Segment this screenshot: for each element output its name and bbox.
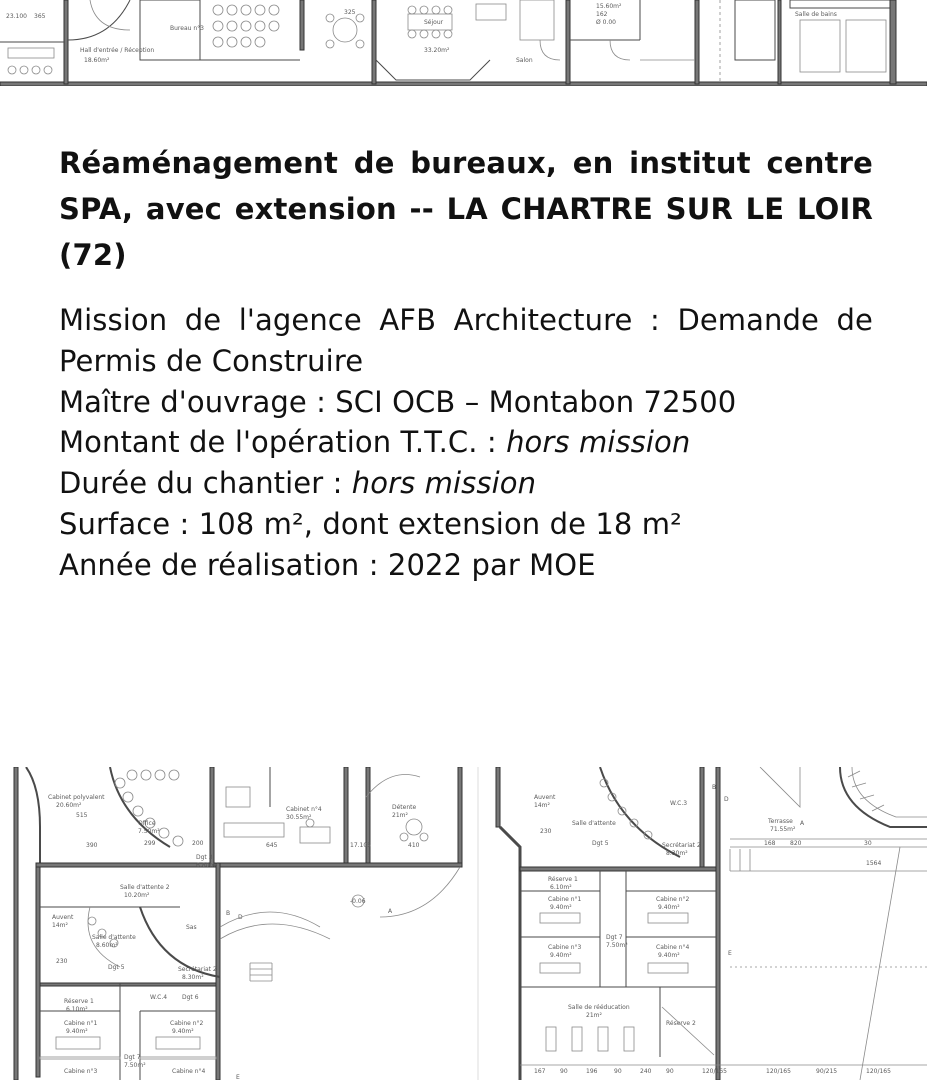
svg-text:D: D — [238, 914, 243, 921]
plan-label: 6.10m² — [550, 884, 572, 891]
floor-plan-bottom-drawing — [0, 767, 927, 1080]
plan-label: 30.55m² — [286, 814, 312, 821]
plan-label: 21m² — [586, 1012, 602, 1019]
plan-label: 6.10m² — [66, 1006, 88, 1013]
owner-value: SCI OCB – Montabon 72500 — [335, 384, 737, 419]
mission-line — [59, 300, 873, 382]
svg-text:90: 90 — [560, 1068, 568, 1075]
plan-label: 9.40m² — [172, 1028, 194, 1035]
svg-text:E: E — [728, 950, 732, 957]
year-value: 2022 par MOE — [387, 547, 596, 582]
svg-text:D: D — [724, 796, 729, 803]
owner-line — [59, 382, 873, 423]
svg-text:162: 162 — [596, 11, 608, 18]
project-title: Réaménagement de bureaux, en institut centre SPA, avec extension -- LA CHARTRE SUR LE LOIR (72) — [59, 146, 873, 272]
floor-plan-top-drawing — [0, 0, 927, 86]
plan-label: 14m² — [52, 922, 68, 929]
plan-label: 8.60m² — [96, 942, 118, 949]
plan-label: Dgt 5 — [108, 964, 125, 971]
svg-text:120/165: 120/165 — [766, 1068, 791, 1075]
svg-text:120/165: 120/165 — [702, 1068, 727, 1075]
svg-text:B: B — [712, 784, 717, 791]
duration-label: Durée du chantier : — [59, 466, 352, 501]
svg-text:15.60m²: 15.60m² — [596, 3, 622, 10]
plan-label: Dgt 7 — [124, 1054, 141, 1061]
svg-text:645: 645 — [266, 842, 278, 849]
svg-text:W.C.3: W.C.3 — [670, 800, 688, 807]
plan-label: Cabinet polyvalent — [48, 794, 105, 801]
year-label: Année de réalisation : — [59, 547, 388, 582]
plan-label: 7.50m² — [606, 942, 628, 949]
plan-label: 18.60m² — [84, 57, 110, 64]
svg-text:90: 90 — [666, 1068, 674, 1075]
owner-label: Maître d'ouvrage : — [59, 384, 336, 419]
svg-text:200: 200 — [192, 840, 204, 847]
surface-label: Surface : — [59, 506, 199, 541]
svg-text:820: 820 — [790, 840, 802, 847]
svg-text:A: A — [388, 908, 393, 915]
svg-text:230: 230 — [540, 828, 552, 835]
plan-label: 10.20m² — [124, 892, 150, 899]
plan-label: Séjour — [424, 19, 444, 26]
plan-label: Sas — [186, 924, 197, 931]
plan-label: Secrétariat 2 — [178, 966, 217, 973]
svg-text:390: 390 — [86, 842, 98, 849]
svg-text:Salle de bains: Salle de bains — [795, 11, 837, 18]
plan-label: Salle d'attente — [572, 820, 616, 827]
plan-label: 21m² — [392, 812, 408, 819]
plan-label: Cabine n°2 — [656, 896, 690, 903]
plan-label: Cabine n°2 — [170, 1020, 204, 1027]
plan-label: Réserve 2 — [666, 1020, 696, 1027]
plan-label: Cabine n°1 — [64, 1020, 98, 1027]
plan-label: Auvent — [52, 914, 74, 921]
surface-line — [59, 504, 873, 545]
plan-label: Hall d'entrée / Réception — [80, 47, 155, 54]
svg-text:240: 240 — [640, 1068, 652, 1075]
year-line — [59, 545, 873, 586]
project-details — [59, 300, 873, 586]
svg-text:1564: 1564 — [866, 860, 882, 867]
project-description — [59, 140, 873, 586]
svg-text:B: B — [226, 910, 231, 917]
plan-label: Cabine n°4 — [656, 944, 690, 951]
plan-label: Terrasse — [768, 818, 793, 825]
plan-label: Dgt 5 — [592, 840, 609, 847]
svg-text:-0.06: -0.06 — [350, 898, 366, 905]
svg-text:167: 167 — [534, 1068, 546, 1075]
plan-label: Cabine n°3 — [548, 944, 582, 951]
plan-label: Bureau n°3 — [170, 25, 204, 32]
svg-text:W.C.4: W.C.4 — [150, 994, 168, 1001]
svg-text:17.105: 17.105 — [350, 842, 371, 849]
plan-label: Secrétariat 2 — [662, 842, 701, 849]
plan-label: 8.30m² — [182, 974, 204, 981]
surface-value: 108 m², dont extension de 18 m² — [198, 506, 682, 541]
mission-label: Mission de l'agence AFB Architecture : — [59, 303, 678, 337]
floor-plan-top-image — [0, 0, 927, 86]
plan-label: Salle d'attente 2 — [120, 884, 170, 891]
plan-label: 14m² — [534, 802, 550, 809]
amount-line — [59, 422, 873, 463]
floor-plan-right — [496, 767, 927, 1080]
svg-text:325: 325 — [344, 9, 356, 16]
plan-label: 20.60m² — [56, 802, 82, 809]
svg-text:E: E — [236, 1074, 240, 1080]
svg-text:9.40m²: 9.40m² — [550, 952, 572, 959]
svg-text:Dgt 6: Dgt 6 — [182, 994, 199, 1001]
svg-text:30: 30 — [864, 840, 872, 847]
amount-label: Montant de l'opération T.T.C. : — [59, 425, 507, 460]
duration-line — [59, 463, 873, 504]
svg-text:168: 168 — [764, 840, 776, 847]
plan-label: Auvent — [534, 794, 556, 801]
plan-label: 7.50m² — [138, 828, 160, 835]
plan-label: Office — [138, 820, 156, 827]
floor-plan-left — [14, 767, 478, 1080]
svg-text:Ø 0.00: Ø 0.00 — [596, 19, 616, 26]
svg-text:23.100: 23.100 — [6, 13, 27, 20]
svg-text:515: 515 — [76, 812, 88, 819]
mission-value: Demande de Permis de Construire — [59, 303, 873, 378]
plan-label: Dgt 7 — [606, 934, 623, 941]
plan-label: 9.40m² — [658, 904, 680, 911]
amount-value: hors mission — [506, 425, 691, 460]
plan-label: Cabine n°4 — [172, 1068, 206, 1075]
plan-label: 8.30m² — [666, 850, 688, 857]
svg-text:90: 90 — [614, 1068, 622, 1075]
plan-label: Cabine n°1 — [548, 896, 582, 903]
plan-label: 7.50m² — [124, 1062, 146, 1069]
svg-text:299: 299 — [144, 840, 156, 847]
plan-label: 71.55m² — [770, 826, 796, 833]
plan-label: 9.40m² — [550, 904, 572, 911]
plan-label: 9.40m² — [66, 1028, 88, 1035]
plan-label: Réserve 1 — [548, 876, 578, 883]
svg-text:A: A — [800, 820, 805, 827]
duration-value: hors mission — [351, 466, 537, 501]
plan-label: Détente — [392, 804, 417, 811]
plan-label: 6.80m² — [196, 862, 218, 869]
plan-label: Réserve 1 — [64, 998, 94, 1005]
plan-label: Salle de rééducation — [568, 1004, 630, 1011]
plan-label: Salon — [516, 57, 533, 64]
svg-text:90/215: 90/215 — [816, 1068, 838, 1075]
plan-label: 33.20m² — [424, 47, 450, 54]
floor-plan-bottom-image — [0, 767, 927, 1080]
svg-text:120/165: 120/165 — [866, 1068, 891, 1075]
plan-label: Dgt 3 — [196, 854, 213, 861]
svg-text:230: 230 — [56, 958, 68, 965]
plan-label: Cabine n°3 — [64, 1068, 98, 1075]
svg-text:365: 365 — [34, 13, 46, 20]
plan-label: Cabinet n°4 — [286, 806, 322, 813]
svg-text:410: 410 — [408, 842, 420, 849]
svg-text:196: 196 — [586, 1068, 598, 1075]
plan-label: Salle d'attente — [92, 934, 136, 941]
svg-text:9.40m²: 9.40m² — [658, 952, 680, 959]
